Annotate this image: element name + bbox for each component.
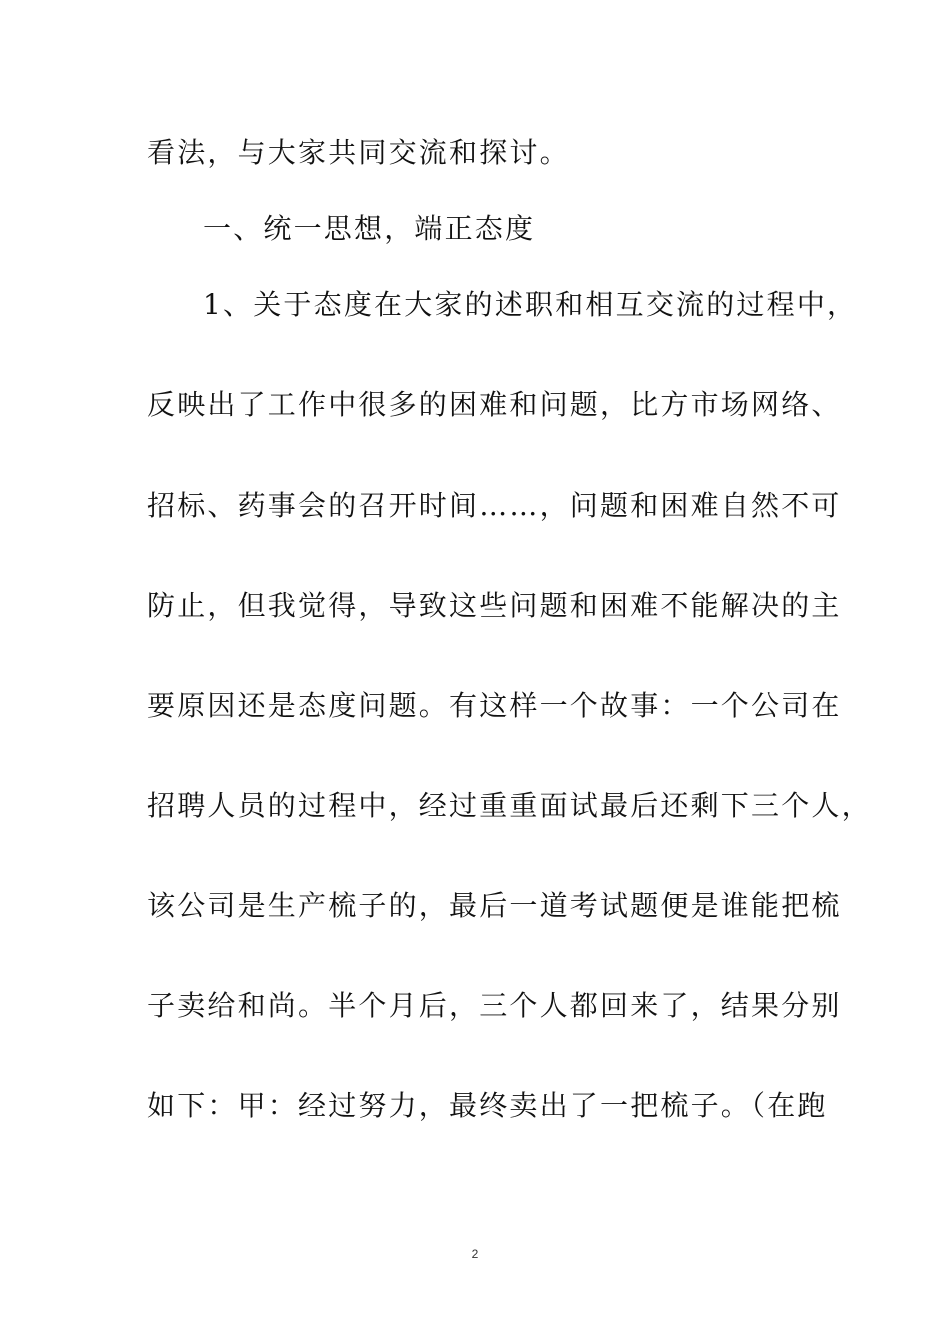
- text-line-4: 反映出了工作中很多的困难和问题，比方市场网络、: [147, 388, 842, 421]
- text-line-9: 该公司是生产梳子的，最后一道考试题便是谁能把梳: [147, 889, 842, 922]
- section-heading: 一、统一思想，端正态度: [203, 212, 536, 245]
- page-number: 2: [471, 1247, 479, 1261]
- text-line-6: 防止，但我觉得，导致这些问题和困难不能解决的主: [147, 589, 842, 622]
- text-line-3: 1、关于态度在大家的述职和相互交流的过程中，: [203, 288, 858, 321]
- text-line-8: 招聘人员的过程中，经过重重面试最后还剩下三个人，: [147, 789, 872, 822]
- text-line-10: 子卖给和尚。半个月后，三个人都回来了，结果分别: [147, 989, 842, 1022]
- text-line-11: 如下：甲：经过努力，最终卖出了一把梳子。（在跑: [147, 1089, 828, 1122]
- text-line-7: 要原因还是态度问题。有这样一个故事：一个公司在: [147, 689, 842, 722]
- text-line-5: 招标、药事会的召开时间……，问题和困难自然不可: [147, 489, 842, 522]
- text-line-1: 看法，与大家共同交流和探讨。: [147, 136, 570, 169]
